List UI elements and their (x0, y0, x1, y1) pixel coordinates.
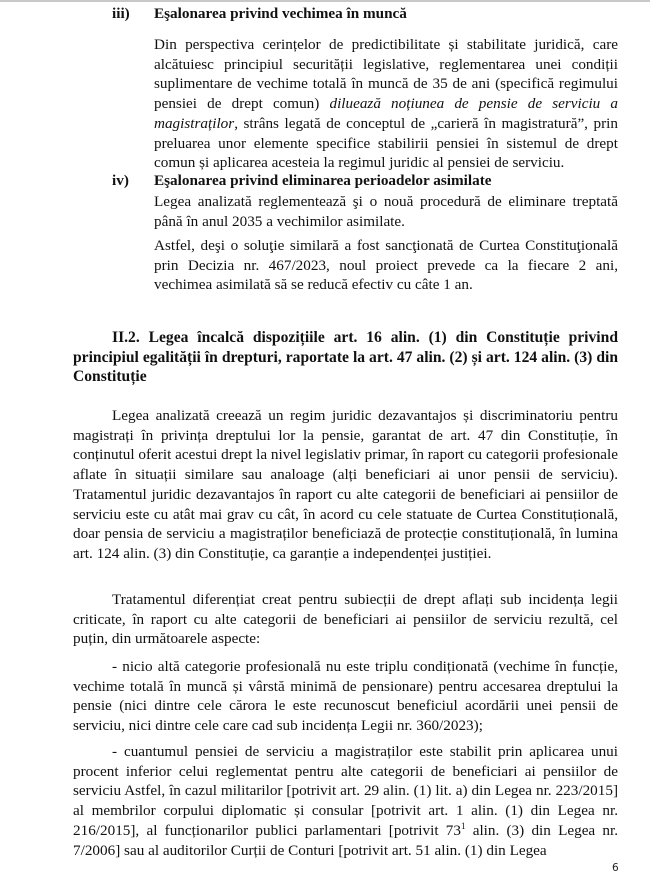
list-item-label-iv: iv) (112, 172, 129, 189)
text-run: alin. (3) din Legea nr. 7/2006] sau al auditorilor Curții de Conturi [potrivit art. 51 alin. (1) din Legea (73, 821, 619, 859)
text-run: - cuantumul pensiei de serviciu a magistraților este stabilit prin aplicarea unui procent inferior celui reglementat pentru alte categorii de beneficiari ai pensiilor de serviciu Astfel, în cazul militarilor [potrivit art. 29 alin. (1) lit. a) din Legea nr. 223/2015] al membrilor corpului diplomatic și consular [potrivit art. 1 alin. (1) din Legea nr. 216/2015], al funcționarilor publici parlamentari [potrivit 73 (73, 743, 618, 839)
body-paragraph: Tratamentul diferențiat creat pentru subiecții de drept aflați sub incidența legii criticate, în raport cu alte categorii de beneficiari ai pensiilor de serviciu rezultă, cel puțin, din următoarele aspecte: (73, 591, 618, 648)
text-run: Din perspectiva cerințelor de predictibilitate și stabilitate juridică, care alcătuiesc principiul securității legislative, reglementarea unei condiții suplimentare de vechime totală în muncă de 35 de ani (specifică regimului pensiei de drept comun) (154, 36, 618, 113)
list-item-title-iii: Eşalonarea privind vechimea în muncă (154, 5, 407, 22)
body-paragraph (73, 742, 618, 860)
list-item-title-iv: Eşalonarea privind eliminarea perioadelor asimilate (154, 172, 492, 189)
list-item-paragraph: Legea analizată reglementează şi o nouă procedură de eliminare treptată până în anul 2035 a vechimilor asimilate. (154, 193, 618, 230)
list-item-paragraph: Astfel, deşi o soluţie similară a fost sancţionată de Curtea Constituţională prin Decizia nr. 467/2023, noul proiect prevede ca la fiecare 2 ani, vechimea asimilată să se reducă efectiv cu câte 1 an. (154, 237, 618, 294)
list-item-label-iii: iii) (112, 5, 130, 22)
body-paragraph: - nicio altă categorie profesională nu este triplu condiționată (vechime în funcție, vechime totală în muncă și vârstă minimă de pensionare) pentru accesarea dreptului la pensie (nici dintre cele cărora le este recunoscut beneficiul acordării unei pensii de serviciu, nici dintre cele care cad sub incidența Legii nr. 360/2023); (73, 658, 618, 735)
section-heading: II.2. Legea încalcă dispozițiile art. 16 alin. (1) din Constituție privind principiul egalității în drepturi, raportate la art. 47 alin. (2) și art. 124 alin. (3) din Constituție (73, 329, 618, 385)
body-paragraph: Legea analizată creează un regim juridic dezavantajos și discriminatoriu pentru magistrați în privința dreptului lor la pensie, garantat de art. 47 din Constituție, în conținutul oferit acestui drept la nivel legislativ primar, în raport cu categorii profesionale aflate în situații similare sau analoage (alți beneficiari ai unor pensii de serviciu). Tratamentul juridic dezavantajos în raport cu alte categorii de beneficiari ai pensiilor de serviciu este cu atât mai grav cu cât, în acord cu cele statuate de Curtea Constituțională, doar pensia de serviciu a magistraților beneficiază de protecție constituțională, în lumina art. 124 alin. (3) din Constituție, ca garanție a independenței justiției. (73, 407, 618, 562)
text-run: , strâns legată de conceptul de „carieră în magistratură”, prin preluarea unor elemente specifice stabilirii pensiei în sistemul de drept comun și aplicarea acesteia la regimul juridic al pensiei de serviciu. (154, 114, 618, 172)
list-item-body-iii (154, 35, 618, 173)
emphasis-text: diluează noțiunea de pensie de serviciu a magistraților (154, 95, 618, 132)
superscript: 1 (460, 820, 466, 831)
page-number: 6 (612, 862, 619, 874)
